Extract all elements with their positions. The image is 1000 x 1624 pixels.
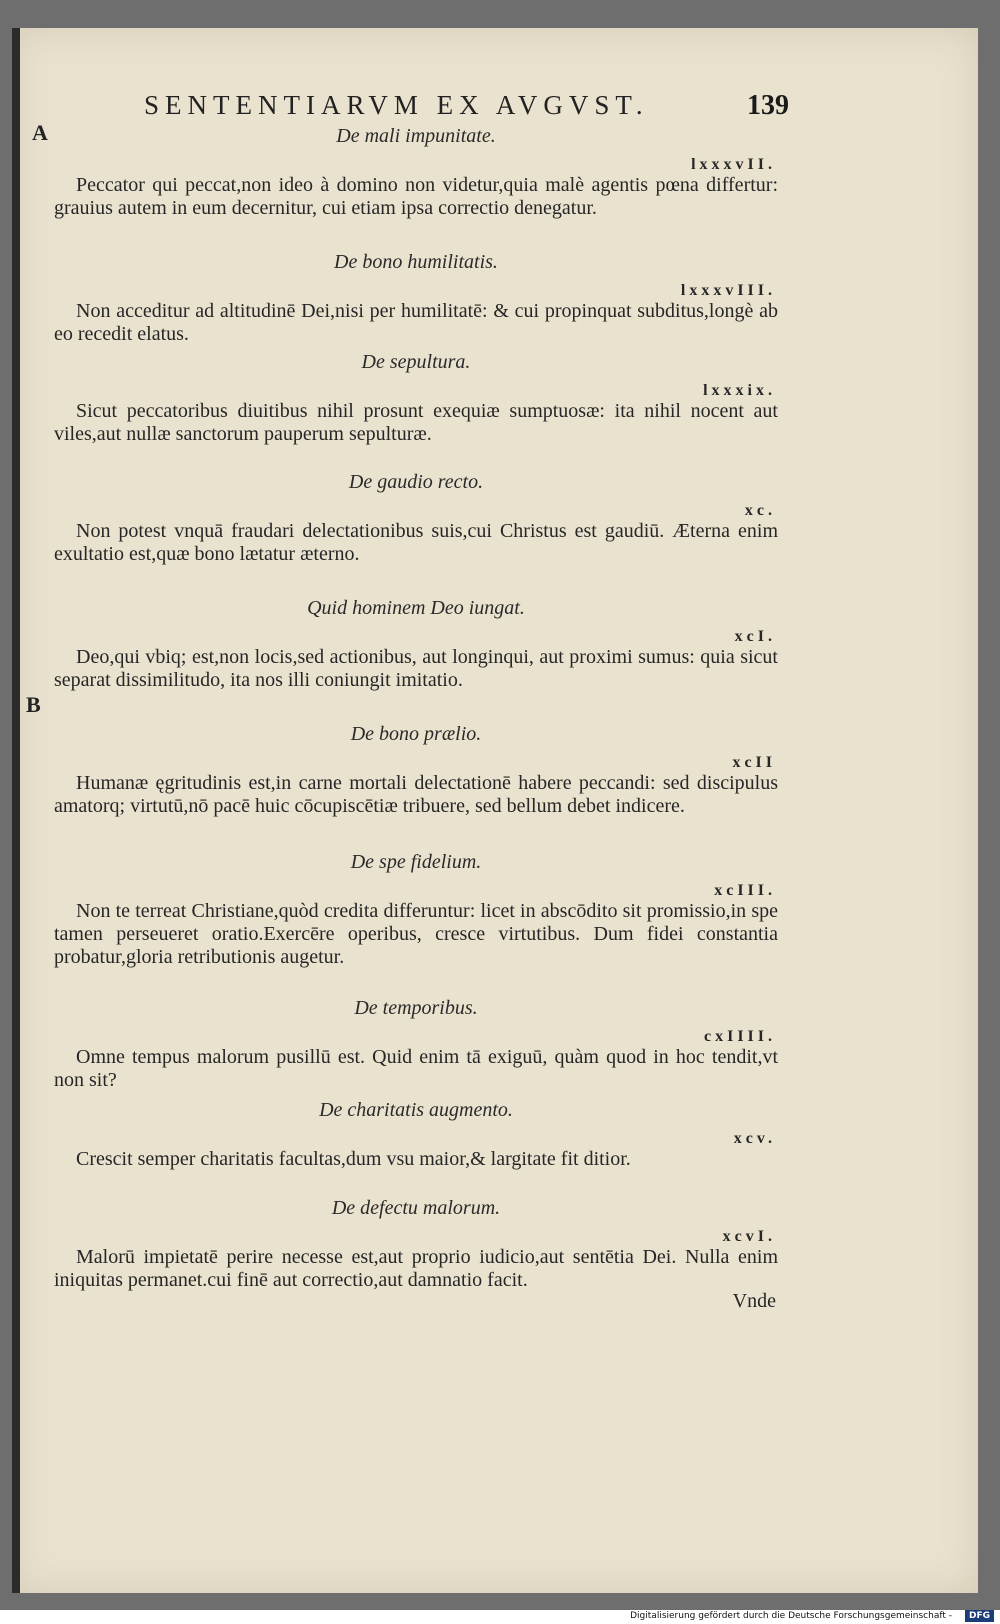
entry-text: Non potest vnquā fraudari delectationibus suis,cui Christus est gaudiū. Æterna enim exultatio est,quæ bono lætatur æterno. bbox=[54, 520, 778, 565]
entry-de-gaudio-recto bbox=[54, 470, 778, 566]
entry-numeral: lxxxvIII. bbox=[680, 282, 776, 299]
entry-text: Peccator qui peccat,non ideo à domino non videtur,quia malè agentis pœna differtur: grauius autem in eum decernitur, cui etiam ipsa correctio denegatur. bbox=[54, 174, 778, 219]
book-page bbox=[12, 28, 978, 1593]
entry-heading: De charitatis augmento. bbox=[319, 1099, 513, 1121]
entry-heading: De sepultura. bbox=[361, 351, 471, 373]
entry-numeral: lxxxix. bbox=[703, 382, 776, 399]
entry-de-sepultura bbox=[54, 350, 778, 446]
footer-credit: Digitalisierung gefördert durch die Deutsche Forschungsgemeinschaft - bbox=[630, 1611, 952, 1621]
entry-text: Deo,qui vbiq; est,non locis,sed actionibus, aut longinqui, aut proximi sumus: quia sicut separat dissimilitudo, ita nos illi coniungit imitatio. bbox=[54, 646, 778, 691]
entry-heading: De bono prælio. bbox=[350, 723, 482, 745]
entry-text: Non te terreat Christiane,quòd credita differuntur: licet in abscōdito sit promissio,in spe tamen perseueret oratio.Exercēre operibus, cresce virtutibus. Dum fidei constantia probatur,gloria retributionis augetur. bbox=[54, 900, 778, 968]
entry-de-defectu-malorum bbox=[54, 1196, 778, 1310]
entry-heading: De bono humilitatis. bbox=[334, 251, 498, 273]
entry-text: Crescit semper charitatis facultas,dum vsu maior,& largitate fit ditior. bbox=[76, 1148, 631, 1170]
entry-text: Malorū impietatē perire necesse est,aut proprio iudicio,aut sentētia Dei. Nulla enim iniquitas permanet.cui finē aut correctio,aut damnatio facit. bbox=[54, 1246, 778, 1291]
entry-text: Omne tempus malorum pusillū est. Quid enim tā exiguū, quàm quod in hoc tendit,vt non sit? bbox=[54, 1046, 778, 1091]
page-number: 139 bbox=[747, 90, 789, 121]
running-head: SENTENTIARVM EX AVGVST. bbox=[144, 90, 649, 120]
dfg-logo: DFG bbox=[965, 1610, 994, 1622]
entry-heading: Quid hominem Deo iungat. bbox=[307, 597, 525, 619]
entry-numeral: xcvI. bbox=[722, 1228, 776, 1245]
entry-numeral: xcII bbox=[732, 754, 776, 771]
entry-numeral: xcv. bbox=[733, 1130, 776, 1147]
entry-heading: De temporibus. bbox=[354, 997, 478, 1019]
entry-numeral: lxxxvII. bbox=[691, 156, 776, 173]
entry-heading: De spe fidelium. bbox=[350, 851, 482, 873]
page-binding-edge bbox=[12, 28, 20, 1593]
entry-de-charitatis-augmento bbox=[54, 1098, 778, 1171]
entry-de-mali-impunitate bbox=[54, 124, 778, 220]
entry-de-bono-praelio bbox=[54, 722, 778, 818]
entry-heading: De gaudio recto. bbox=[348, 471, 484, 493]
entry-text: Sicut peccatoribus diuitibus nihil prosunt exequiæ sumptuosæ: ita nihil nocent aut viles,aut nullæ sanctorum pauperum sepulturæ. bbox=[54, 400, 778, 445]
entry-de-bono-humilitatis bbox=[54, 250, 778, 346]
entry-de-spe-fidelium bbox=[54, 850, 778, 969]
margin-mark-b: B bbox=[26, 692, 41, 717]
entry-numeral: xc. bbox=[744, 502, 776, 519]
entry-de-temporibus bbox=[54, 996, 778, 1092]
entry-heading: De defectu malorum. bbox=[331, 1197, 501, 1219]
entry-numeral: xcI. bbox=[734, 628, 776, 645]
entry-quid-hominem-deo-iungat bbox=[54, 596, 778, 692]
entry-numeral: cxIIII. bbox=[703, 1028, 776, 1045]
entry-text: Humanæ ęgritudinis est,in carne mortali delectationē habere peccandi: sed discipulus amatorq; virtutū,nō pacē huic cōcupiscētiæ tribuere, sed bellum debet indicere. bbox=[54, 772, 778, 817]
catchword: Vnde bbox=[732, 1290, 776, 1312]
entry-numeral: xcIII. bbox=[714, 882, 776, 899]
entry-heading: De mali impunitate. bbox=[336, 125, 496, 147]
entry-text: Non acceditur ad altitudinē Dei,nisi per humilitatē: & cui propinquat subditus,longè ab eo recedit elatus. bbox=[54, 300, 778, 345]
margin-mark-a: A bbox=[32, 120, 48, 145]
